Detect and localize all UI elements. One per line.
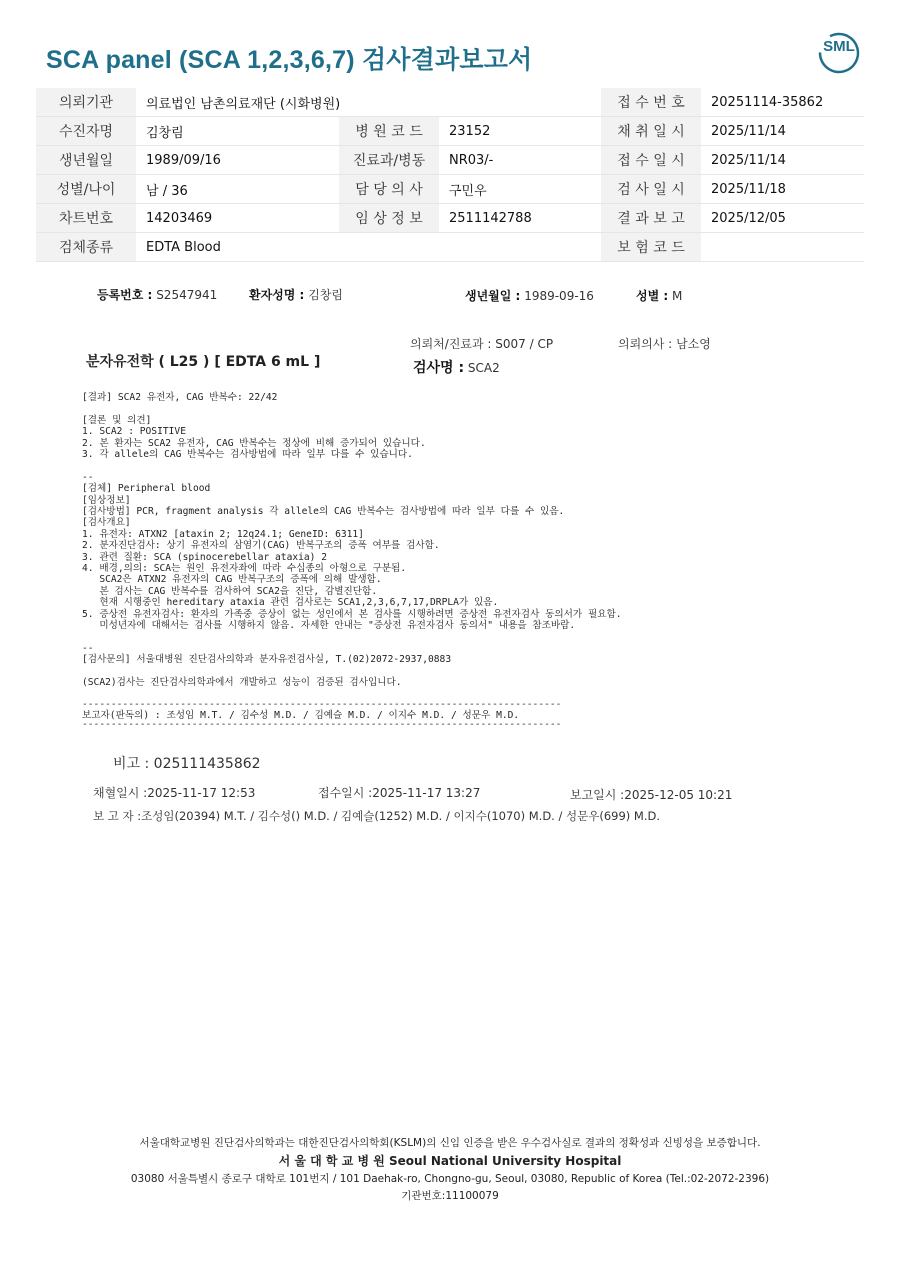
- report-line: 현재 시행중인 hereditary ataxia 관련 검사로는 SCA1,2,3,6,7,17,DRPLA가 있음.: [82, 597, 499, 609]
- info-label: 검 사 일 시: [601, 175, 701, 204]
- info-value: 14203469: [136, 204, 339, 233]
- info-value: 2511142788: [439, 204, 601, 233]
- report-line: [검사방법] PCR, fragment analysis 각 allele의 CAG 반복수는 검사방법에 따라 일부 다를 수 있음.: [82, 506, 565, 518]
- report-line: [82, 403, 622, 414]
- registration-number: 등록번호 : S2547941: [97, 288, 218, 302]
- footer-certification: 서울대학교병원 진단검사의학과는 대한진단검사의학회(KSLM)의 신임 인증을 받은 우수검사실로 결과의 정확성과 신빙성을 보증합니다.: [139, 1137, 761, 1149]
- info-value: 2025/12/05: [701, 204, 864, 233]
- report-body: [82, 392, 622, 689]
- info-value: 1989/09/16: [136, 146, 339, 175]
- info-value: 2025/11/14: [701, 146, 864, 175]
- info-label: 채 취 일 시: [601, 117, 701, 146]
- patient-info-table: [36, 88, 864, 262]
- report-line: 3. 각 allele의 CAG 반복수는 검사방법에 따라 일부 다를 수 있습니다.: [82, 449, 413, 461]
- info-label: 병 원 코 드: [339, 117, 439, 146]
- reporters-line: 보고자(판독의) : 조성임 M.T. / 김수성 M.D. / 김예슬 M.D. / 이지수 M.D. / 성문우 M.D.: [82, 710, 520, 721]
- reporter-ids: 보 고 자 :조성임(20394) M.T. / 김수성() M.D. / 김예슬(1252) M.D. / 이지수(1070) M.D. / 성문우(699) M.D.: [93, 809, 661, 823]
- info-label: 차트번호: [36, 204, 136, 233]
- info-label: 담 당 의 사: [339, 175, 439, 204]
- remark: 비고 : 025111435862: [113, 756, 261, 772]
- report-line: [결과] SCA2 유전자, CAG 반복수: 22/42: [82, 392, 278, 403]
- info-label: 검체종류: [36, 233, 136, 262]
- info-label: 결 과 보 고: [601, 204, 701, 233]
- report-line: 5. 증상전 유전자검사: 환자의 가족중 증상이 없는 성인에서 본 검사를 시행하려면 증상전 유전자검사 동의서가 필요함.: [82, 608, 622, 620]
- divider-top: -----------------------------------------------------------------------------------: [82, 699, 562, 710]
- report-line: 1. SCA2 : POSITIVE: [82, 426, 186, 438]
- info-label: 생년월일: [36, 146, 136, 175]
- report-line: [임상정보]: [82, 494, 131, 506]
- report-line: 4. 배경,의의: SCA는 원인 유전자좌에 따라 수십종의 아형으로 구분됨.: [82, 563, 407, 575]
- report-line: [검사개요]: [82, 517, 131, 529]
- referral-doctor: 의뢰의사 : 남소영: [618, 337, 711, 351]
- report-line: (SCA2)검사는 진단검사의학과에서 개발하고 성능이 검증된 검사입니다.: [82, 677, 402, 689]
- collect-time: 채혈일시 :2025-11-17 12:53: [93, 786, 256, 800]
- report-line: 2. 본 환자는 SCA2 유전자, CAG 반복수는 정상에 비해 증가되어 있습니다.: [82, 437, 426, 449]
- info-label: 임 상 정 보: [339, 204, 439, 233]
- report-line: 3. 관련 질환: SCA (spinocerebellar ataxia) 2: [82, 551, 328, 563]
- info-value: [701, 233, 864, 262]
- patient-name: 환자성명 : 김창림: [249, 288, 343, 302]
- info-label: 수진자명: [36, 117, 136, 146]
- info-label: 접 수 일 시: [601, 146, 701, 175]
- report-line: [검사문의] 서울대병원 진단검사의학과 분자유전검사실, T.(02)2072-2937,0883: [82, 654, 452, 666]
- divider-bottom: -----------------------------------------------------------------------------------: [82, 719, 562, 730]
- info-label: 진료과/병동: [339, 146, 439, 175]
- test-name: 검사명 : SCA2: [413, 360, 500, 376]
- report-line: 2. 분자진단검사: 상기 유전자의 삼염기(CAG) 반복구조의 증폭 여부를 검사함.: [82, 540, 440, 552]
- referral-dept: 의뢰처/진료과 : S007 / CP: [410, 337, 554, 351]
- patient-dob: 생년월일 : 1989-09-16: [465, 289, 594, 303]
- report-line: SCA2은 ATXN2 유전자의 CAG 반복구조의 증폭에 의해 발생함.: [82, 574, 382, 586]
- footer-hospital-name: 서 울 대 학 교 병 원 Seoul National University Hospital: [278, 1154, 622, 1168]
- info-label: 성별/나이: [36, 175, 136, 204]
- info-row: [36, 175, 864, 204]
- info-value: NR03/-: [439, 146, 601, 175]
- report-line: [82, 632, 622, 643]
- info-label: 보 험 코 드: [601, 233, 701, 262]
- info-label: 의뢰기관: [36, 88, 136, 117]
- info-value: 의료법인 남촌의료재단 (시화병원): [136, 88, 601, 117]
- patient-sex: 성별 : M: [636, 289, 683, 303]
- report-time: 보고일시 :2025-12-05 10:21: [570, 788, 733, 802]
- report-line: --: [82, 471, 94, 483]
- section-title: 분자유전학 ( L25 ) [ EDTA 6 mL ]: [86, 354, 321, 370]
- report-title: SCA panel (SCA 1,2,3,6,7) 검사결과보고서: [46, 46, 533, 74]
- info-label: 접 수 번 호: [601, 88, 701, 117]
- info-value: 남 / 36: [136, 175, 339, 204]
- report-line: 미성년자에 대해서는 검사를 시행하지 않음. 자세한 안내는 "증상전 유전자검사 동의서" 내용을 참조바람.: [82, 620, 576, 632]
- report-line: 1. 유전자: ATXN2 [ataxin 2; 12q24.1; GeneID: 6311]: [82, 528, 364, 540]
- info-value: 20251114-35862: [701, 88, 864, 117]
- info-value: 23152: [439, 117, 601, 146]
- info-value: 구민우: [439, 175, 601, 204]
- info-value: 김창림: [136, 117, 339, 146]
- info-row: [36, 146, 864, 175]
- report-line: 본 검사는 CAG 반복수를 검사하여 SCA2을 진단, 감별진단함.: [82, 585, 378, 597]
- info-value: EDTA Blood: [136, 233, 601, 262]
- footer-institution-number: 기관번호:11100079: [401, 1190, 499, 1202]
- info-value: 2025/11/14: [701, 117, 864, 146]
- info-row: [36, 117, 864, 146]
- sml-logo-text: SML: [823, 38, 855, 55]
- info-row: [36, 204, 864, 233]
- receive-time: 접수일시 :2025-11-17 13:27: [318, 786, 481, 800]
- report-line: --: [82, 642, 94, 654]
- info-row: [36, 233, 864, 262]
- info-row: [36, 88, 864, 117]
- footer-address: 03080 서울특별시 종로구 대학로 101번지 / 101 Daehak-ro, Chongno-gu, Seoul, 03080, Republic of Korea (Tel.:02-2072-2396): [130, 1173, 770, 1185]
- report-line: [결론 및 의견]: [82, 414, 152, 426]
- report-line: [검체] Peripheral blood: [82, 483, 211, 495]
- report-line: [82, 460, 622, 471]
- info-value: 2025/11/18: [701, 175, 864, 204]
- report-line: [82, 666, 622, 677]
